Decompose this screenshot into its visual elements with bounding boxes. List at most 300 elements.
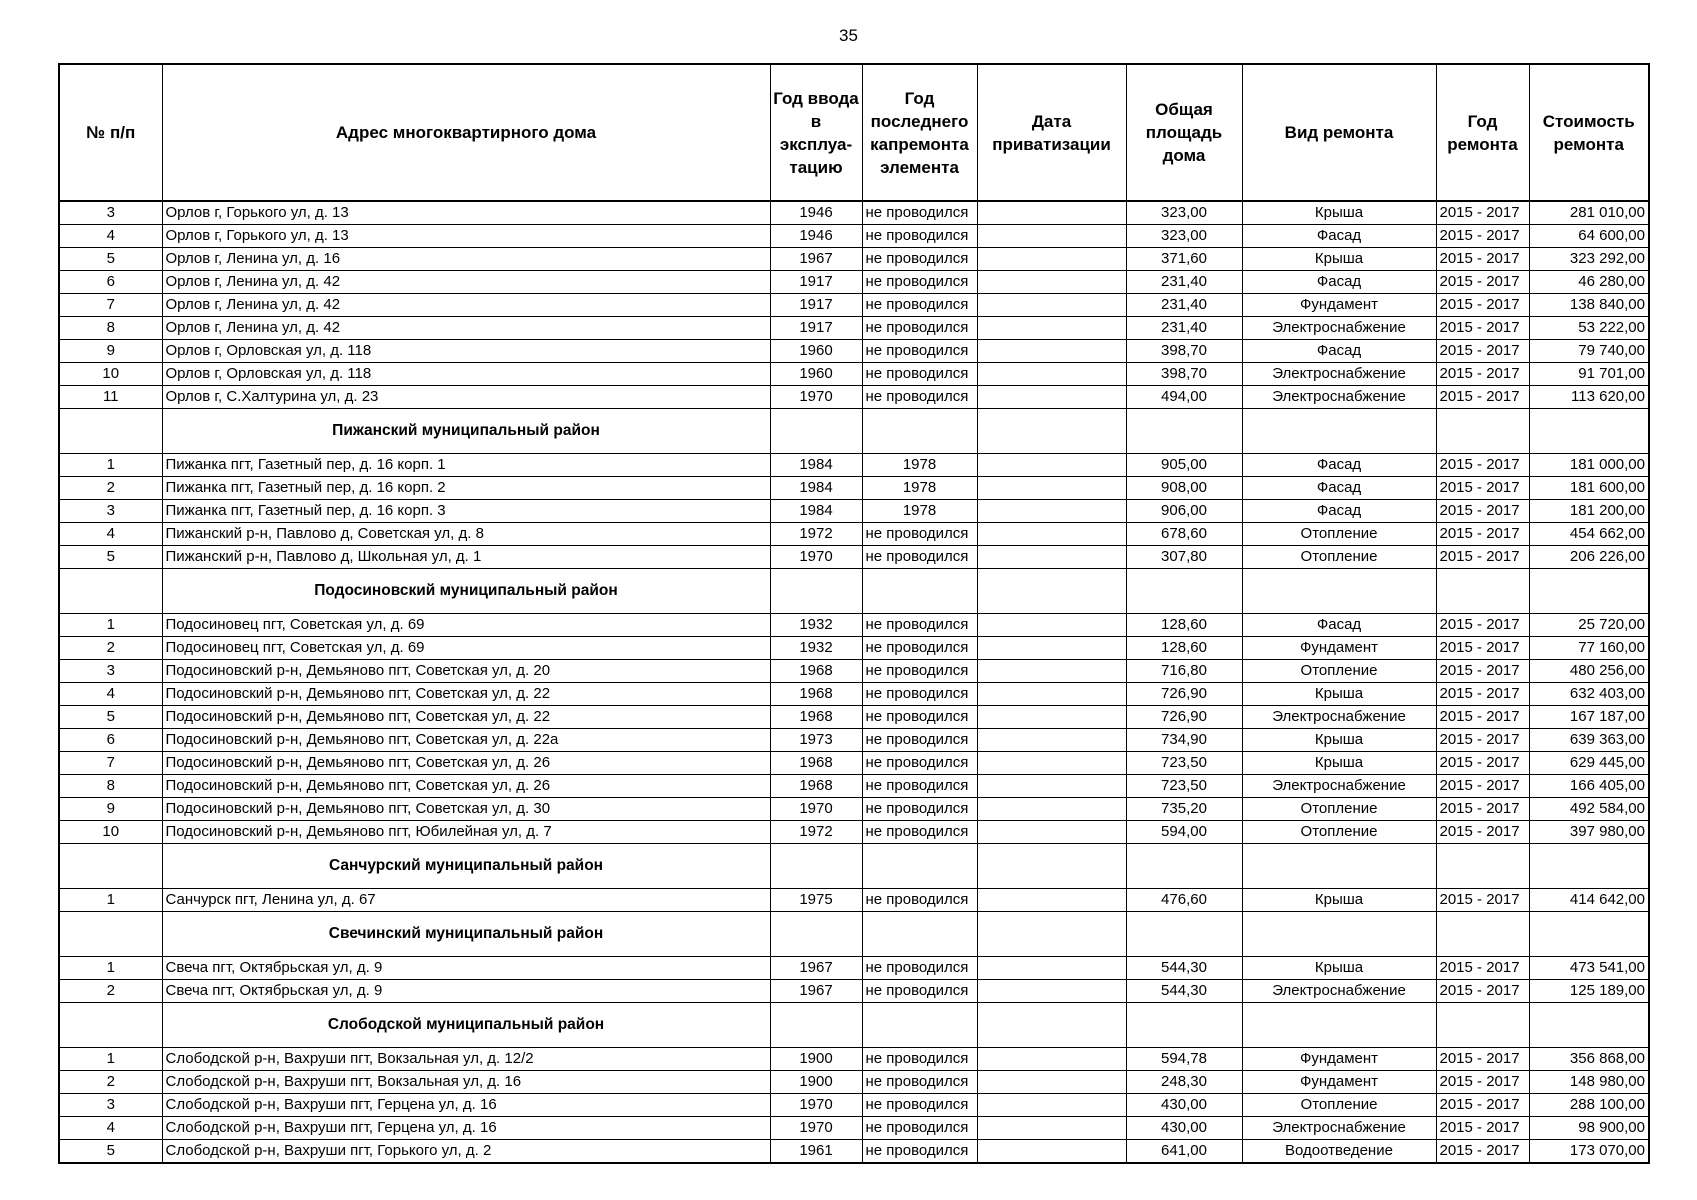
row-address: Орлов г, Горького ул, д. 13 <box>162 225 770 248</box>
row-repair-type: Фасад <box>1242 271 1436 294</box>
empty-cell <box>59 912 162 957</box>
row-cost: 167 187,00 <box>1529 706 1649 729</box>
row-num: 5 <box>59 706 162 729</box>
empty-cell <box>862 569 977 614</box>
row-area: 906,00 <box>1126 500 1242 523</box>
row-repair-type: Фасад <box>1242 225 1436 248</box>
row-address: Орлов г, Орловская ул, д. 118 <box>162 340 770 363</box>
row-repair-year: 2015 - 2017 <box>1436 957 1529 980</box>
row-num: 1 <box>59 1048 162 1071</box>
row-repair-type: Отопление <box>1242 798 1436 821</box>
row-area: 735,20 <box>1126 798 1242 821</box>
row-area: 594,00 <box>1126 821 1242 844</box>
row-repair-type: Отопление <box>1242 660 1436 683</box>
header-area: Общая площадь дома <box>1126 64 1242 201</box>
table-row <box>59 386 1649 409</box>
row-last-repair: не проводился <box>862 706 977 729</box>
row-last-repair: не проводился <box>862 637 977 660</box>
row-repair-year: 2015 - 2017 <box>1436 386 1529 409</box>
row-area: 678,60 <box>1126 523 1242 546</box>
row-cost: 64 600,00 <box>1529 225 1649 248</box>
row-last-repair: не проводился <box>862 1140 977 1164</box>
row-repair-year: 2015 - 2017 <box>1436 798 1529 821</box>
row-last-repair: не проводился <box>862 683 977 706</box>
row-address: Подосиновский р-н, Демьяново пгт, Советская ул, д. 22а <box>162 729 770 752</box>
row-year-built: 1900 <box>770 1048 862 1071</box>
row-repair-year: 2015 - 2017 <box>1436 889 1529 912</box>
row-repair-type: Крыша <box>1242 683 1436 706</box>
row-last-repair: не проводился <box>862 1048 977 1071</box>
row-privatization <box>977 683 1126 706</box>
table-row <box>59 1140 1649 1164</box>
row-num: 7 <box>59 294 162 317</box>
row-cost: 138 840,00 <box>1529 294 1649 317</box>
row-address: Подосиновец пгт, Советская ул, д. 69 <box>162 637 770 660</box>
row-last-repair: не проводился <box>862 775 977 798</box>
header-cost: Стоимость ремонта <box>1529 64 1649 201</box>
row-num: 2 <box>59 980 162 1003</box>
row-num: 5 <box>59 248 162 271</box>
row-num: 3 <box>59 500 162 523</box>
row-address: Слободской р-н, Вахруши пгт, Вокзальная ул, д. 12/2 <box>162 1048 770 1071</box>
row-address: Подосиновский р-н, Демьяново пгт, Юбилейная ул, д. 7 <box>162 821 770 844</box>
row-area: 544,30 <box>1126 957 1242 980</box>
empty-cell <box>59 409 162 454</box>
row-year-built: 1946 <box>770 201 862 225</box>
row-cost: 113 620,00 <box>1529 386 1649 409</box>
row-last-repair: не проводился <box>862 798 977 821</box>
row-privatization <box>977 775 1126 798</box>
row-cost: 454 662,00 <box>1529 523 1649 546</box>
row-repair-type: Отопление <box>1242 523 1436 546</box>
row-repair-year: 2015 - 2017 <box>1436 683 1529 706</box>
row-repair-year: 2015 - 2017 <box>1436 1140 1529 1164</box>
row-privatization <box>977 523 1126 546</box>
empty-cell <box>59 1003 162 1048</box>
row-year-built: 1968 <box>770 752 862 775</box>
row-last-repair: не проводился <box>862 1094 977 1117</box>
row-last-repair: не проводился <box>862 957 977 980</box>
row-address: Пижанка пгт, Газетный пер, д. 16 корп. 2 <box>162 477 770 500</box>
table-row <box>59 201 1649 225</box>
row-repair-year: 2015 - 2017 <box>1436 706 1529 729</box>
row-address: Слободской р-н, Вахруши пгт, Вокзальная ул, д. 16 <box>162 1071 770 1094</box>
row-last-repair: 1978 <box>862 500 977 523</box>
row-repair-type: Крыша <box>1242 752 1436 775</box>
row-cost: 397 980,00 <box>1529 821 1649 844</box>
row-address: Орлов г, Орловская ул, д. 118 <box>162 363 770 386</box>
row-repair-year: 2015 - 2017 <box>1436 500 1529 523</box>
row-repair-type: Крыша <box>1242 889 1436 912</box>
repair-table <box>58 63 1650 1164</box>
row-repair-year: 2015 - 2017 <box>1436 1071 1529 1094</box>
row-repair-type: Фундамент <box>1242 294 1436 317</box>
row-year-built: 1900 <box>770 1071 862 1094</box>
row-area: 231,40 <box>1126 271 1242 294</box>
row-repair-year: 2015 - 2017 <box>1436 821 1529 844</box>
table-row <box>59 798 1649 821</box>
row-year-built: 1968 <box>770 660 862 683</box>
row-address: Орлов г, Ленина ул, д. 42 <box>162 271 770 294</box>
row-area: 594,78 <box>1126 1048 1242 1071</box>
row-last-repair: не проводился <box>862 294 977 317</box>
empty-cell <box>862 409 977 454</box>
row-num: 6 <box>59 271 162 294</box>
row-num: 1 <box>59 957 162 980</box>
row-year-built: 1967 <box>770 248 862 271</box>
row-year-built: 1975 <box>770 889 862 912</box>
row-num: 11 <box>59 386 162 409</box>
header-year-built: Год ввода в эксплуа-тацию <box>770 64 862 201</box>
row-privatization <box>977 500 1126 523</box>
empty-cell <box>1242 569 1436 614</box>
row-area: 128,60 <box>1126 637 1242 660</box>
row-num: 10 <box>59 821 162 844</box>
empty-cell <box>1529 912 1649 957</box>
section-title: Слободской муниципальный район <box>162 1003 770 1048</box>
empty-cell <box>1242 844 1436 889</box>
table-row <box>59 225 1649 248</box>
row-privatization <box>977 637 1126 660</box>
row-year-built: 1984 <box>770 500 862 523</box>
row-privatization <box>977 317 1126 340</box>
row-repair-type: Электроснабжение <box>1242 386 1436 409</box>
table-row <box>59 477 1649 500</box>
empty-cell <box>770 844 862 889</box>
table-row <box>59 889 1649 912</box>
row-year-built: 1973 <box>770 729 862 752</box>
row-privatization <box>977 477 1126 500</box>
row-area: 371,60 <box>1126 248 1242 271</box>
row-privatization <box>977 363 1126 386</box>
row-cost: 323 292,00 <box>1529 248 1649 271</box>
row-cost: 480 256,00 <box>1529 660 1649 683</box>
empty-cell <box>1436 844 1529 889</box>
row-repair-type: Крыша <box>1242 729 1436 752</box>
row-privatization <box>977 271 1126 294</box>
row-num: 2 <box>59 637 162 660</box>
empty-cell <box>770 912 862 957</box>
empty-cell <box>862 844 977 889</box>
row-area: 307,80 <box>1126 546 1242 569</box>
row-last-repair: не проводился <box>862 729 977 752</box>
row-cost: 181 000,00 <box>1529 454 1649 477</box>
row-area: 231,40 <box>1126 294 1242 317</box>
row-privatization <box>977 752 1126 775</box>
row-privatization <box>977 889 1126 912</box>
table-row <box>59 1071 1649 1094</box>
row-area: 716,80 <box>1126 660 1242 683</box>
row-repair-type: Отопление <box>1242 1094 1436 1117</box>
empty-cell <box>1126 409 1242 454</box>
row-repair-year: 2015 - 2017 <box>1436 546 1529 569</box>
row-cost: 281 010,00 <box>1529 201 1649 225</box>
table-row <box>59 340 1649 363</box>
row-cost: 53 222,00 <box>1529 317 1649 340</box>
row-area: 905,00 <box>1126 454 1242 477</box>
row-year-built: 1968 <box>770 775 862 798</box>
table-row <box>59 706 1649 729</box>
row-year-built: 1968 <box>770 706 862 729</box>
empty-cell <box>1436 569 1529 614</box>
empty-cell <box>977 409 1126 454</box>
row-area: 726,90 <box>1126 706 1242 729</box>
table-row <box>59 729 1649 752</box>
row-area: 323,00 <box>1126 201 1242 225</box>
table-row <box>59 752 1649 775</box>
table-row <box>59 1048 1649 1071</box>
row-num: 4 <box>59 1117 162 1140</box>
row-repair-year: 2015 - 2017 <box>1436 477 1529 500</box>
row-repair-year: 2015 - 2017 <box>1436 523 1529 546</box>
table-row <box>59 980 1649 1003</box>
row-year-built: 1968 <box>770 683 862 706</box>
row-year-built: 1932 <box>770 637 862 660</box>
row-num: 5 <box>59 546 162 569</box>
row-last-repair: не проводился <box>862 225 977 248</box>
row-cost: 173 070,00 <box>1529 1140 1649 1164</box>
row-privatization <box>977 248 1126 271</box>
row-last-repair: не проводился <box>862 546 977 569</box>
section-title: Свечинский муниципальный район <box>162 912 770 957</box>
table-row <box>59 1094 1649 1117</box>
row-year-built: 1917 <box>770 271 862 294</box>
empty-cell <box>1126 1003 1242 1048</box>
row-last-repair: не проводился <box>862 889 977 912</box>
row-cost: 206 226,00 <box>1529 546 1649 569</box>
row-repair-year: 2015 - 2017 <box>1436 614 1529 637</box>
row-year-built: 1932 <box>770 614 862 637</box>
row-year-built: 1917 <box>770 317 862 340</box>
section-title: Подосиновский муниципальный район <box>162 569 770 614</box>
empty-cell <box>1529 569 1649 614</box>
row-last-repair: не проводился <box>862 821 977 844</box>
row-address: Слободской р-н, Вахруши пгт, Герцена ул, д. 16 <box>162 1117 770 1140</box>
row-num: 7 <box>59 752 162 775</box>
row-last-repair: не проводился <box>862 340 977 363</box>
table-row <box>59 317 1649 340</box>
row-address: Слободской р-н, Вахруши пгт, Герцена ул, д. 16 <box>162 1094 770 1117</box>
empty-cell <box>1242 1003 1436 1048</box>
row-privatization <box>977 706 1126 729</box>
row-address: Свеча пгт, Октябрьская ул, д. 9 <box>162 957 770 980</box>
row-repair-year: 2015 - 2017 <box>1436 1117 1529 1140</box>
row-area: 734,90 <box>1126 729 1242 752</box>
row-year-built: 1946 <box>770 225 862 248</box>
row-repair-year: 2015 - 2017 <box>1436 294 1529 317</box>
row-num: 5 <box>59 1140 162 1164</box>
row-privatization <box>977 386 1126 409</box>
table-row <box>59 271 1649 294</box>
section-title: Санчурский муниципальный район <box>162 844 770 889</box>
table-row <box>59 614 1649 637</box>
empty-cell <box>1529 1003 1649 1048</box>
row-last-repair: не проводился <box>862 386 977 409</box>
row-last-repair: не проводился <box>862 1117 977 1140</box>
row-address: Пижанский р-н, Павлово д, Школьная ул, д. 1 <box>162 546 770 569</box>
empty-cell <box>59 844 162 889</box>
empty-cell <box>977 1003 1126 1048</box>
empty-cell <box>1529 409 1649 454</box>
row-year-built: 1970 <box>770 546 862 569</box>
row-area: 494,00 <box>1126 386 1242 409</box>
row-repair-year: 2015 - 2017 <box>1436 271 1529 294</box>
row-address: Пижанский р-н, Павлово д, Советская ул, д. 8 <box>162 523 770 546</box>
row-address: Подосиновский р-н, Демьяново пгт, Советская ул, д. 22 <box>162 683 770 706</box>
row-address: Санчурск пгт, Ленина ул, д. 67 <box>162 889 770 912</box>
row-repair-type: Крыша <box>1242 248 1436 271</box>
row-area: 323,00 <box>1126 225 1242 248</box>
row-num: 4 <box>59 225 162 248</box>
table-row <box>59 546 1649 569</box>
row-repair-year: 2015 - 2017 <box>1436 225 1529 248</box>
row-last-repair: не проводился <box>862 523 977 546</box>
row-privatization <box>977 614 1126 637</box>
row-repair-type: Фундамент <box>1242 1048 1436 1071</box>
row-repair-year: 2015 - 2017 <box>1436 201 1529 225</box>
row-area: 128,60 <box>1126 614 1242 637</box>
row-cost: 288 100,00 <box>1529 1094 1649 1117</box>
row-num: 9 <box>59 798 162 821</box>
row-area: 248,30 <box>1126 1071 1242 1094</box>
empty-cell <box>770 409 862 454</box>
header-repair-year: Год ремонта <box>1436 64 1529 201</box>
row-year-built: 1970 <box>770 1117 862 1140</box>
row-privatization <box>977 1094 1126 1117</box>
empty-cell <box>977 912 1126 957</box>
row-last-repair: не проводился <box>862 248 977 271</box>
row-repair-year: 2015 - 2017 <box>1436 980 1529 1003</box>
empty-cell <box>1126 844 1242 889</box>
row-num: 2 <box>59 477 162 500</box>
row-cost: 632 403,00 <box>1529 683 1649 706</box>
empty-cell <box>1436 409 1529 454</box>
row-privatization <box>977 821 1126 844</box>
row-num: 10 <box>59 363 162 386</box>
row-repair-type: Электроснабжение <box>1242 775 1436 798</box>
row-repair-type: Электроснабжение <box>1242 317 1436 340</box>
row-address: Подосиновец пгт, Советская ул, д. 69 <box>162 614 770 637</box>
row-cost: 91 701,00 <box>1529 363 1649 386</box>
page-number: 35 <box>839 26 858 45</box>
row-cost: 629 445,00 <box>1529 752 1649 775</box>
table-row <box>59 957 1649 980</box>
row-repair-year: 2015 - 2017 <box>1436 660 1529 683</box>
row-year-built: 1960 <box>770 363 862 386</box>
section-row <box>59 569 1649 614</box>
row-last-repair: не проводился <box>862 1071 977 1094</box>
row-cost: 25 720,00 <box>1529 614 1649 637</box>
empty-cell <box>1436 912 1529 957</box>
row-area: 544,30 <box>1126 980 1242 1003</box>
row-area: 723,50 <box>1126 752 1242 775</box>
row-address: Орлов г, Ленина ул, д. 16 <box>162 248 770 271</box>
row-year-built: 1970 <box>770 386 862 409</box>
row-last-repair: не проводился <box>862 614 977 637</box>
header-last-repair: Год последнего капремонта элемента <box>862 64 977 201</box>
row-year-built: 1967 <box>770 957 862 980</box>
row-cost: 125 189,00 <box>1529 980 1649 1003</box>
row-year-built: 1970 <box>770 798 862 821</box>
row-cost: 492 584,00 <box>1529 798 1649 821</box>
row-privatization <box>977 340 1126 363</box>
empty-cell <box>59 569 162 614</box>
row-num: 3 <box>59 660 162 683</box>
table-row <box>59 775 1649 798</box>
row-repair-type: Отопление <box>1242 821 1436 844</box>
empty-cell <box>1126 912 1242 957</box>
row-year-built: 1972 <box>770 523 862 546</box>
row-address: Свеча пгт, Октябрьская ул, д. 9 <box>162 980 770 1003</box>
row-privatization <box>977 957 1126 980</box>
table-row <box>59 294 1649 317</box>
row-repair-year: 2015 - 2017 <box>1436 454 1529 477</box>
row-cost: 414 642,00 <box>1529 889 1649 912</box>
row-address: Подосиновский р-н, Демьяново пгт, Советская ул, д. 20 <box>162 660 770 683</box>
table-row <box>59 683 1649 706</box>
row-num: 3 <box>59 1094 162 1117</box>
row-cost: 639 363,00 <box>1529 729 1649 752</box>
empty-cell <box>862 1003 977 1048</box>
row-address: Орлов г, Ленина ул, д. 42 <box>162 294 770 317</box>
row-repair-year: 2015 - 2017 <box>1436 637 1529 660</box>
row-cost: 77 160,00 <box>1529 637 1649 660</box>
row-privatization <box>977 1048 1126 1071</box>
row-repair-type: Электроснабжение <box>1242 1117 1436 1140</box>
row-last-repair: не проводился <box>862 660 977 683</box>
table-row <box>59 660 1649 683</box>
row-area: 726,90 <box>1126 683 1242 706</box>
row-last-repair: не проводился <box>862 363 977 386</box>
table-row <box>59 1117 1649 1140</box>
table-body <box>59 201 1649 1163</box>
row-privatization <box>977 294 1126 317</box>
row-area: 398,70 <box>1126 363 1242 386</box>
row-num: 1 <box>59 454 162 477</box>
row-num: 9 <box>59 340 162 363</box>
row-last-repair: не проводился <box>862 201 977 225</box>
row-num: 1 <box>59 614 162 637</box>
header-num: № п/п <box>59 64 162 201</box>
row-address: Подосиновский р-н, Демьяново пгт, Советская ул, д. 26 <box>162 775 770 798</box>
row-last-repair: не проводился <box>862 317 977 340</box>
row-repair-type: Электроснабжение <box>1242 363 1436 386</box>
row-repair-type: Фасад <box>1242 477 1436 500</box>
row-cost: 166 405,00 <box>1529 775 1649 798</box>
row-area: 723,50 <box>1126 775 1242 798</box>
row-repair-year: 2015 - 2017 <box>1436 1094 1529 1117</box>
row-address: Пижанка пгт, Газетный пер, д. 16 корп. 1 <box>162 454 770 477</box>
row-area: 430,00 <box>1126 1117 1242 1140</box>
row-last-repair: 1978 <box>862 477 977 500</box>
row-cost: 181 200,00 <box>1529 500 1649 523</box>
row-last-repair: 1978 <box>862 454 977 477</box>
table-row <box>59 248 1649 271</box>
row-repair-type: Водоотведение <box>1242 1140 1436 1164</box>
row-area: 231,40 <box>1126 317 1242 340</box>
row-privatization <box>977 225 1126 248</box>
row-num: 3 <box>59 201 162 225</box>
row-repair-year: 2015 - 2017 <box>1436 363 1529 386</box>
empty-cell <box>977 844 1126 889</box>
row-address: Орлов г, Горького ул, д. 13 <box>162 201 770 225</box>
row-cost: 46 280,00 <box>1529 271 1649 294</box>
table-row <box>59 637 1649 660</box>
empty-cell <box>1529 844 1649 889</box>
row-year-built: 1970 <box>770 1094 862 1117</box>
table-row <box>59 523 1649 546</box>
empty-cell <box>862 912 977 957</box>
